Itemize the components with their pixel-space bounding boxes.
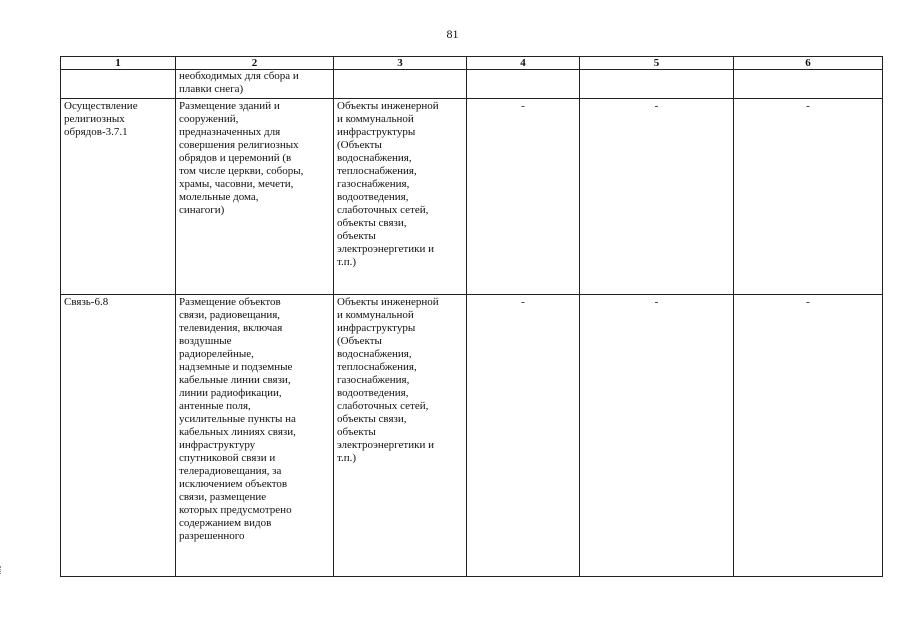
column-header: 1 <box>61 57 176 70</box>
column-header: 4 <box>467 57 580 70</box>
page-number: 81 <box>446 27 459 41</box>
table-cell: Связь-6.8 <box>61 295 176 577</box>
table-cell: - <box>734 295 883 577</box>
table-row <box>61 99 883 295</box>
table-cell: Размещение зданий и сооружений, предназначенных для совершения религиозных обрядов и церемоний (в том числе церкви, соборы, храмы, часовни, мечети, молельные дома, синагоги) <box>176 99 334 295</box>
column-header: 5 <box>580 57 734 70</box>
table-cell <box>334 70 467 99</box>
table-cell: - <box>467 295 580 577</box>
table-header-row <box>61 57 883 70</box>
table-cell: Осуществление религиозных обрядов-3.7.1 <box>61 99 176 295</box>
scan-edge-mark <box>0 566 3 574</box>
regulations-table <box>60 56 883 577</box>
table-cell: - <box>580 99 734 295</box>
table-row <box>61 70 883 99</box>
table-cell: - <box>580 295 734 577</box>
table-cell: необходимых для сбора и плавки снега) <box>176 70 334 99</box>
table-cell: - <box>467 99 580 295</box>
table-cell <box>467 70 580 99</box>
table-cell: Объекты инженерной и коммунальной инфраструктуры (Объекты водоснабжения, теплоснабжения, газоснабжения, водоотведения, слаботочных сетей, объекты связи, объекты электроэнергетики и т.п.) <box>334 99 467 295</box>
table-cell: - <box>734 99 883 295</box>
table-cell <box>580 70 734 99</box>
column-header: 2 <box>176 57 334 70</box>
table-row <box>61 295 883 577</box>
table-cell: Объекты инженерной и коммунальной инфраструктуры (Объекты водоснабжения, теплоснабжения, газоснабжения, водоотведения, слаботочных сетей, объекты связи, объекты электроэнергетики и т.п.) <box>334 295 467 577</box>
column-header: 6 <box>734 57 883 70</box>
table-cell <box>734 70 883 99</box>
table-cell: Размещение объектов связи, радиовещания, телевидения, включая воздушные радиорелейные, надземные и подземные кабельные линии связи, линии радиофикации, антенные поля, усилительные пункты на кабельных линиях связи, инфраструктуру спутниковой связи и телерадиовещания, за исключением объектов связи, размещение которых предусмотрено содержанием видов разрешенного <box>176 295 334 577</box>
column-header: 3 <box>334 57 467 70</box>
table-cell <box>61 70 176 99</box>
